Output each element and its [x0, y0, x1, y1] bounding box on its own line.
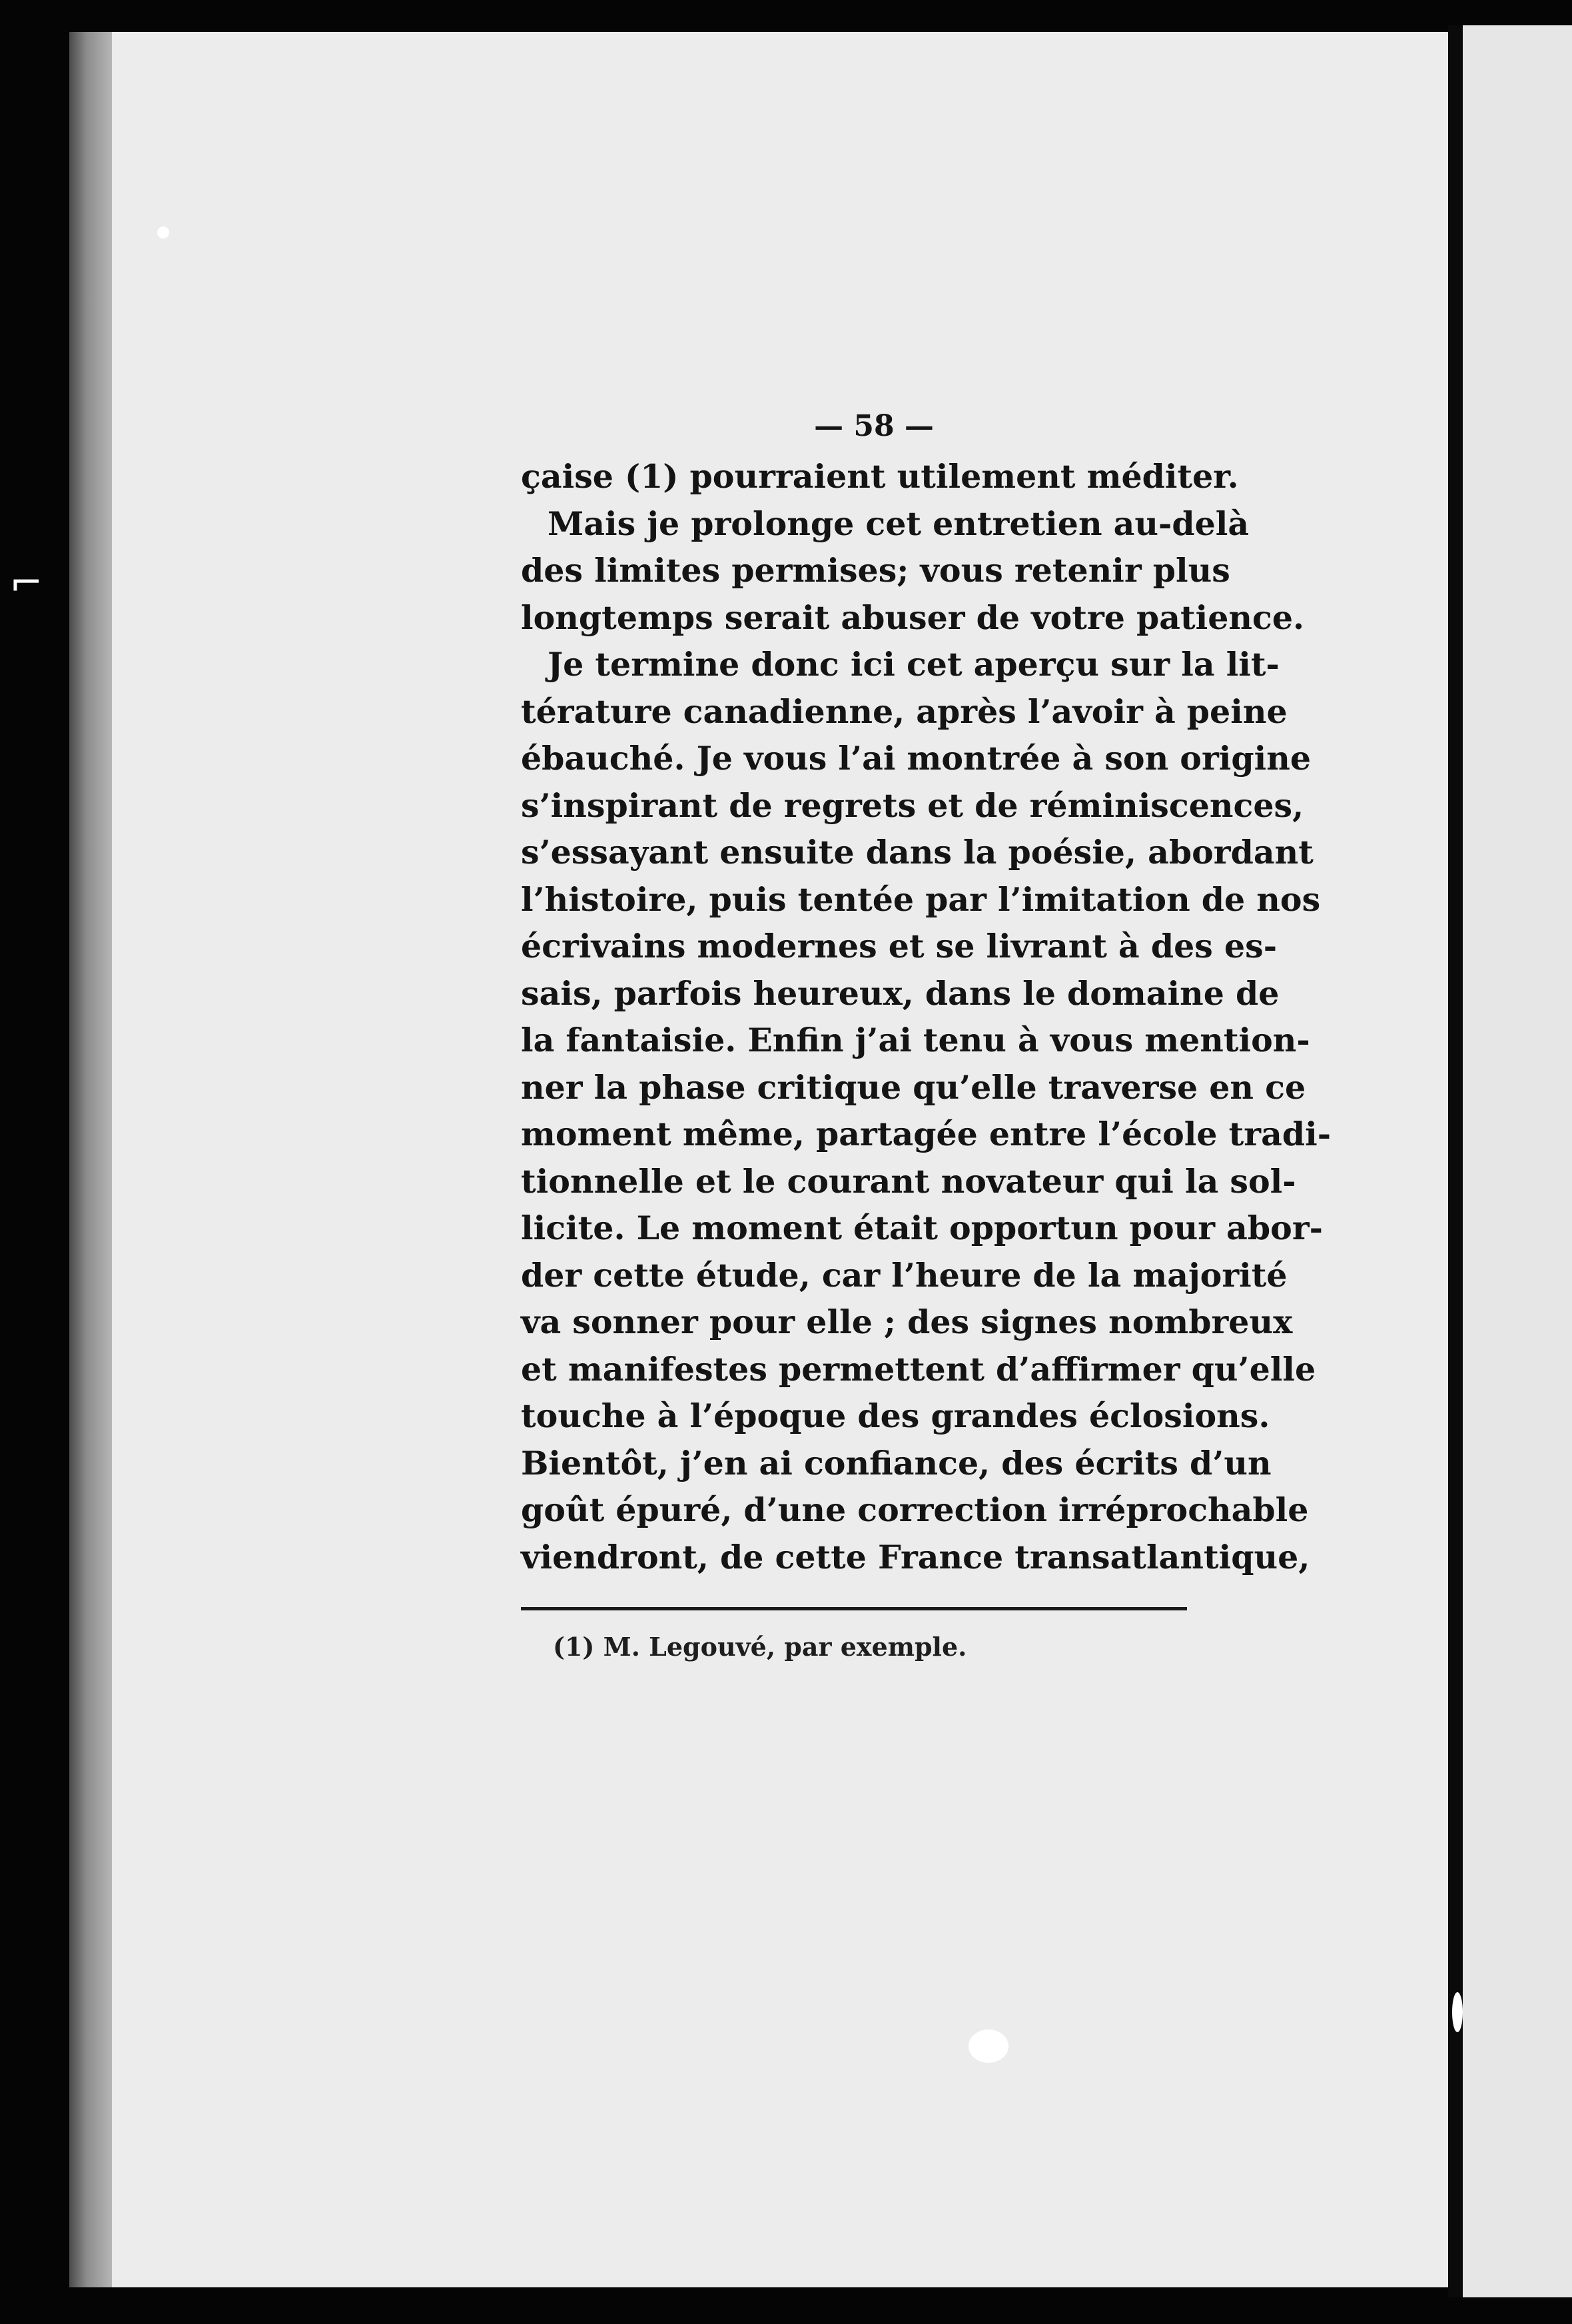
text-line: l’histoire, puis tentée par l’imitation de nos: [521, 879, 1321, 919]
gutter: [1448, 25, 1463, 2297]
text-line: la fantaisie. Enfin j’ai tenu à vous mention-: [521, 1021, 1310, 1059]
page-left-edge: [69, 32, 113, 2287]
scan-speck: [157, 227, 169, 239]
text-line: s’inspirant de regrets et de réminiscences,: [521, 786, 1304, 825]
text-line: moment même, partagée entre l’école tradi-: [521, 1115, 1332, 1153]
scan-speck: [1452, 1992, 1463, 2032]
text-line: et manifestes permettent d’affirmer qu’elle: [521, 1349, 1316, 1389]
page-content: [521, 408, 1332, 1664]
text-line: va sonner pour elle ; des signes nombreux: [521, 1303, 1293, 1341]
text-line: touche à l’époque des grandes éclosions.: [521, 1397, 1270, 1435]
text-line: goût épuré, d’une correction irréprochable: [521, 1490, 1309, 1529]
scan-speck: [969, 2030, 1008, 2063]
margin-mark: ⌐: [9, 560, 43, 606]
footnote-rule: [521, 1607, 1187, 1610]
footnote: (1) M. Legouvé, par exemple.: [553, 1632, 967, 1662]
text-line: des limites permises; vous retenir plus: [521, 551, 1230, 590]
adjacent-page-edge: [1463, 25, 1572, 2297]
text-line: ébauché. Je vous l’ai montrée à son origine: [521, 739, 1312, 778]
text-line: térature canadienne, après l’avoir à peine: [521, 692, 1288, 731]
text-line: longtemps serait abuser de votre patience.: [521, 598, 1305, 637]
page-number: — 58 —: [814, 409, 934, 443]
text-line: Je termine donc ici cet aperçu sur la lit-: [548, 645, 1280, 684]
text-line: Mais je prolonge cet entretien au-delà: [548, 504, 1250, 543]
text-line: ner la phase critique qu’elle traverse en ce: [521, 1067, 1306, 1107]
text-line: s’essayant ensuite dans la poésie, abordant: [521, 833, 1314, 872]
text-line: viendront, de cette France transatlantique,: [521, 1537, 1310, 1576]
text-line: tionnelle et le courant novateur qui la sol-: [521, 1161, 1296, 1201]
text-line: der cette étude, car l’heure de la majorité: [521, 1255, 1288, 1295]
text-line: écrivains modernes et se livrant à des es-: [521, 927, 1278, 965]
text-line: sais, parfois heureux, dans le domaine de: [521, 973, 1280, 1013]
text-line: licite. Le moment était opportun pour abor-: [521, 1209, 1323, 1247]
text-line: Bientôt, j’en ai confiance, des écrits d’un: [521, 1443, 1272, 1482]
text-line: çaise (1) pourraient utilement méditer.: [521, 457, 1239, 496]
